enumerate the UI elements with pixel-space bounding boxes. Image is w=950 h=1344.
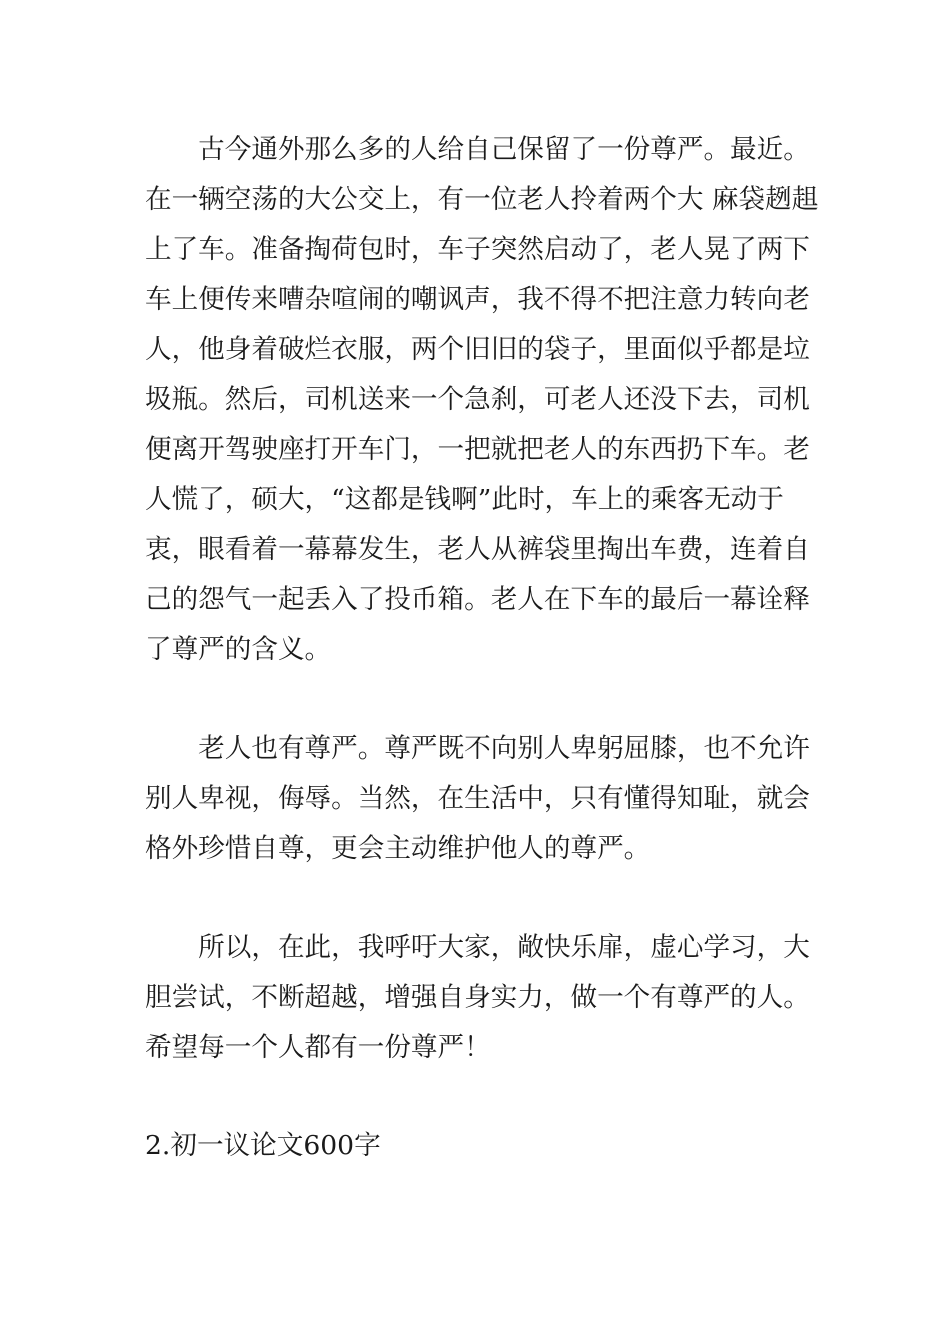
paragraph-1-line-2: 在一辆空荡的大公交上，有一位老人拎着两个大 麻袋趔趄 [145,184,819,215]
paragraph-1-line-7: 便离开驾驶座打开车门，一把就把老人的东西扔下车。老 [145,434,810,465]
paragraph-1-line-8: 人慌了，硕大，“这都是钱啊”此时，车上的乘客无动于 [145,484,784,515]
paragraph-1-line-9: 衷，眼看着一幕幕发生，老人从裤袋里掏出车费，连着自 [145,534,810,565]
paragraph-1-line-3: 上了车。准备掏荷包时，车子突然启动了，老人晃了两下 [145,234,810,265]
paragraph-1-line-4: 车上便传来嘈杂喧闹的嘲讽声，我不得不把注意力转向老 [145,284,810,315]
paragraph-1-line-5: 人，他身着破烂衣服，两个旧旧的袋子，里面似乎都是垃 [145,334,810,365]
paragraph-1-line-6: 圾瓶。然后，司机送来一个急刹，可老人还没下去，司机 [145,384,810,415]
paragraph-3-line-3: 希望每一个人都有一份尊严！ [145,1032,491,1063]
section-heading: 2.初一议论文600字 [145,1130,381,1161]
paragraph-3-line-1: 所以，在此，我呼吁大家，敞快乐扉，虚心学习，大 [145,932,810,963]
paragraph-1-line-1: 古今通外那么多的人给自己保留了一份尊严。最近。 [145,134,810,165]
paragraph-2-line-2: 别人卑视，侮辱。当然，在生活中，只有懂得知耻，就会 [145,783,810,814]
paragraph-3-line-2: 胆尝试，不断超越，增强自身实力，做一个有尊严的人。 [145,982,810,1013]
paragraph-1-line-11: 了尊严的含义。 [145,634,332,665]
paragraph-2-line-3: 格外珍惜自尊，更会主动维护他人的尊严。 [145,833,651,864]
paragraph-1-line-10: 己的怨气一起丢入了投币箱。老人在下车的最后一幕诠释 [145,584,810,615]
paragraph-2-line-1: 老人也有尊严。尊严既不向别人卑躬屈膝，也不允许 [145,733,810,764]
